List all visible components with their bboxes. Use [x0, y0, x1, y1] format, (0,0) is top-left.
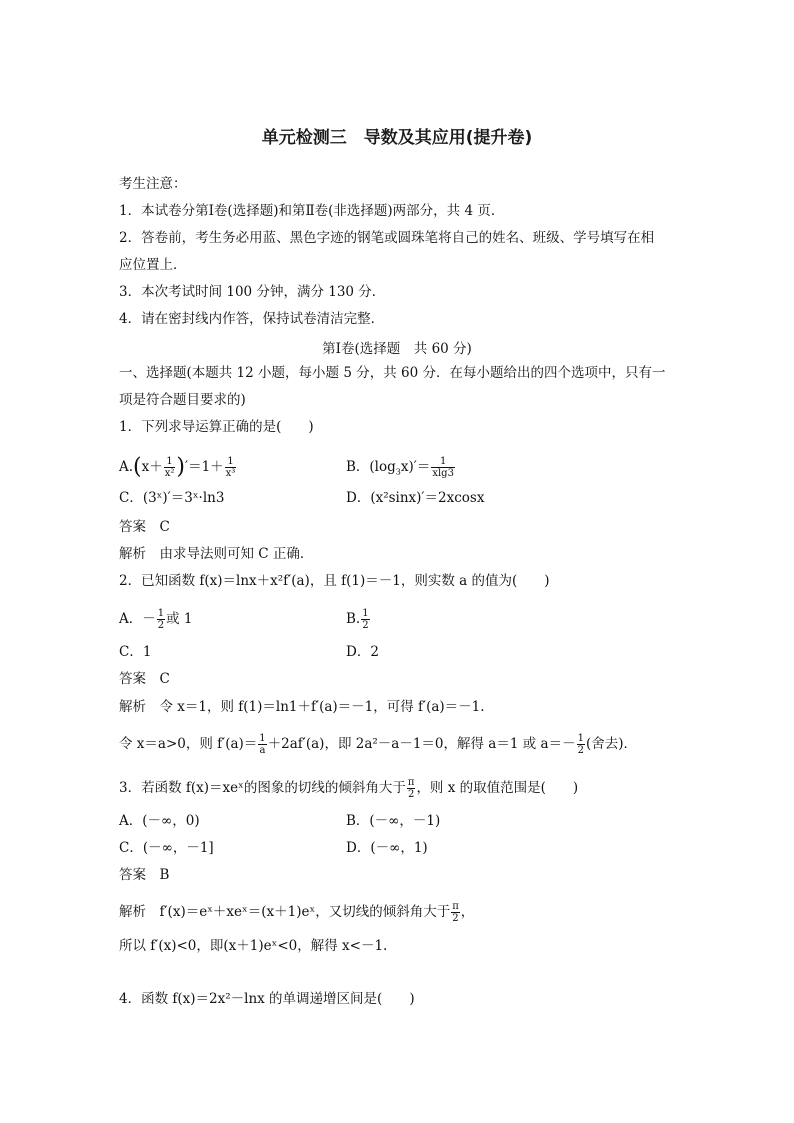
- q1-option-b-sub: 3: [395, 467, 401, 477]
- notice-item-2-cont: 应位置上．: [119, 257, 187, 273]
- numerator: 1: [259, 733, 266, 744]
- q3-analysis-fraction: [451, 901, 460, 924]
- numerator: 1: [577, 733, 584, 744]
- q1-option-a-x: x＋: [141, 459, 163, 475]
- numerator: 1: [225, 456, 237, 468]
- right-paren: ): [176, 454, 186, 480]
- left-paren: (: [133, 454, 142, 480]
- q3-analysis-2: 所以 f′(x)<0，即(x＋1)eˣ<0，解得 x<－1.: [119, 938, 388, 954]
- q1-option-a-fraction2: [225, 456, 237, 479]
- denominator: xlg3: [432, 468, 454, 479]
- q2-analysis-2-pre: 令 x＝a>0，则 f′(a)＝: [119, 736, 258, 752]
- q2-option-b-pre: B.: [346, 611, 361, 627]
- q3-analysis-1: [119, 901, 474, 924]
- q2-option-a: [119, 608, 193, 631]
- q2-stem: 2．已知函数 f(x)＝lnx＋x²f′(a)，且 f(1)＝－1，则实数 a 的值为( ): [119, 573, 550, 589]
- q1-option-b-pre: B．(log: [346, 459, 396, 475]
- denominator: 2: [362, 620, 369, 631]
- q1-option-a: [119, 456, 237, 479]
- q2-option-b-fraction: [361, 608, 369, 631]
- q3-option-c: C．(－∞，－1]: [119, 840, 214, 856]
- q1-option-b: [346, 456, 456, 482]
- q1-option-d: D．(x²sinx)′＝2xcosx: [346, 490, 485, 506]
- denominator: 2: [407, 789, 415, 800]
- q3-option-a: A．(－∞，0): [119, 813, 200, 829]
- q3-analysis-1-pre: 解析 f′(x)＝eˣ＋xeˣ＝(x＋1)eˣ，又切线的倾斜角大于: [119, 904, 451, 920]
- q3-stem-post: ，则 x 的取值范围是( ): [416, 780, 579, 796]
- denominator: 2: [157, 620, 165, 631]
- q1-option-b-fraction: [431, 456, 455, 479]
- q3-stem: [119, 777, 578, 800]
- q3-stem-fraction: [407, 777, 416, 800]
- q2-option-a-post: 或 1: [166, 611, 193, 627]
- q2-option-c: C．1: [119, 644, 152, 660]
- q2-analysis-2-post: (舍去)．: [585, 736, 638, 752]
- numerator: π: [407, 777, 415, 788]
- notice-heading: 考生注意：: [119, 176, 187, 192]
- numerator: 1: [362, 608, 369, 619]
- numerator: π: [452, 901, 459, 912]
- q2-option-a-pre: A．－: [119, 611, 156, 627]
- page-title: 单元检测三 导数及其应用(提升卷): [261, 128, 533, 148]
- q1-answer: 答案 C: [119, 519, 170, 535]
- notice-item-3: 3．本次考试时间 100 分钟，满分 130 分．: [119, 284, 386, 300]
- q2-option-b: [346, 608, 371, 631]
- q1-option-a-label: A.: [119, 459, 134, 475]
- q2-option-d: D．2: [346, 644, 379, 660]
- notice-item-2: 2．答卷前，考生务必用蓝、黑色字迹的钢笔或圆珠笔将自己的姓名、班级、学号填写在相: [119, 230, 655, 246]
- q2-option-a-fraction: [157, 608, 165, 631]
- q4-stem: 4．函数 f(x)＝2x²－lnx 的单调递增区间是( ): [119, 991, 415, 1007]
- q3-option-b: B．(－∞，－1): [346, 813, 441, 829]
- denominator: x²: [164, 468, 175, 479]
- notice-item-4: 4．请在密封线内作答，保持试卷清洁完整．: [119, 311, 385, 327]
- numerator: 1: [164, 456, 176, 468]
- q1-option-c: C．(3ˣ)′＝3ˣ·ln3: [119, 490, 225, 506]
- q2-analysis-fraction1: [258, 733, 266, 756]
- q2-answer: 答案 C: [119, 671, 170, 687]
- q1-option-a-mid: ′＝1＋: [185, 459, 224, 475]
- q2-analysis-2-mid: ＋2af′(a)，即 2a²－a－1＝0，解得 a＝1 或 a＝－: [267, 736, 576, 752]
- denominator: a: [259, 745, 266, 756]
- denominator: x³: [225, 468, 236, 479]
- numerator: 1: [157, 608, 165, 619]
- q1-option-a-fraction1: [164, 456, 176, 479]
- denominator: 2: [577, 745, 584, 756]
- q3-analysis-1-post: ，: [460, 904, 475, 920]
- q2-analysis-2: [119, 733, 637, 756]
- q1-analysis: 解析 由求导法则可知 C 正确．: [119, 546, 314, 562]
- notice-item-1: 1．本试卷分第Ⅰ卷(选择题)和第Ⅱ卷(非选择题)两部分，共 4 页．: [119, 203, 505, 219]
- part1-title: 第Ⅰ卷(选择题 共 60 分): [322, 341, 472, 357]
- q1-option-b-mid: x)′＝: [400, 459, 431, 475]
- q3-stem-pre: 3．若函数 f(x)＝xeˣ的图象的切线的倾斜角大于: [119, 780, 406, 796]
- q1-stem: 1．下列求导运算正确的是( ): [119, 419, 314, 435]
- section1-line1: 一、选择题(本题共 12 小题，每小题 5 分，共 60 分．在每小题给出的四个选项中，只有一: [119, 365, 666, 381]
- section1-line2: 项是符合题目要求的): [119, 392, 246, 408]
- q3-answer: 答案 B: [119, 867, 170, 883]
- q2-analysis-fraction2: [577, 733, 585, 756]
- denominator: 2: [452, 913, 459, 924]
- q3-option-d: D．(－∞，1): [346, 840, 428, 856]
- numerator: 1: [431, 456, 455, 468]
- q2-analysis-1: 解析 令 x＝1，则 f(1)＝ln1＋f′(a)＝－1，可得 f′(a)＝－1.: [119, 699, 485, 715]
